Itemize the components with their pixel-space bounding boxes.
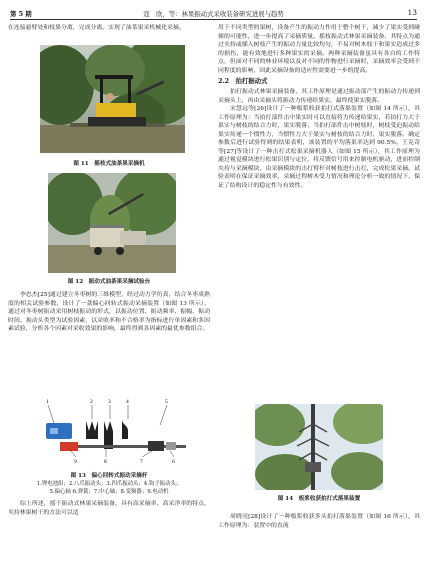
figure-14-photo (255, 404, 383, 490)
journal-header-title: 寇 欣，等：林果振动式采收装备研究进展与趋势 (143, 10, 284, 18)
left-summary-paragraph: 综上所述，摇干振动式林果采摘装备，具有高采摘率、高采净率的特点，夹持林果树干的方法可以适 (8, 501, 210, 516)
left-column-bottom (8, 500, 210, 517)
left-column-body (8, 291, 210, 334)
left-paragraph-li-zhongjie: 李忠杰[25]通过建立冬枣树的三维模型，经过动力学仿真，结合冬枣成熟度的相关试验参数，设计了一款偏心回转式振动采摘装置（如图 13 所示），通过对冬枣树振动采用树枝振动的形式，以振动位置、振动频率、振幅、振动时间、振动头类型为试验因素，以采收率和不合格率为指标进行单因素和多因素试验，分析各个因素对采收效果的影响，最终得到各因素的最优参数组合。 (8, 292, 210, 332)
callout-6: 6 (172, 459, 175, 465)
issue-label: 第 5 期 (10, 10, 32, 18)
page-number: 13 (407, 8, 417, 17)
figure-13-legend-line-1: 1.锂电池组；2.八爪振动头；3.四爪振动头；4.钩子振动头； (36, 481, 182, 487)
figure-13-legend-line-2: 5.偏心轴 6.弹簧；7.中心轴；8.变频器；9.电动机 (49, 488, 169, 495)
running-header (10, 7, 417, 19)
callout-8: 8 (104, 459, 107, 465)
figure-13-caption: 图 13 偏心回转式振动采摘杆 (70, 473, 148, 479)
callout-5: 5 (165, 399, 168, 405)
right-column-bottom (218, 513, 420, 530)
figure-14-caption: 图 14 板浆收获拍打式落果装置 (277, 496, 361, 502)
figure-12-photo (48, 173, 176, 273)
right-continuation-paragraph: 用于不同类型的果树，设备产生的振动力作用于整个树干，减少了果实受到碰撞的可能性，进一步提高了采摘质量。摇枝振动式林果采摘装备，其特点为通过夹持或插入树枝产生的振动力量比较均匀，不易对树木枝干和果实造成过多的损伤，能有效地进行多种果实的采摘。两种采摘装备虽具有各自的工作特点，但面对不同的林业环境以及对不同的作物进行采摘时，采摘效率会受到不同程度的影响，因此采摘设备的适应性需要进一步的提高。 (218, 25, 420, 74)
figure-13-legend (8, 481, 210, 496)
right-column-body (218, 24, 420, 190)
right-song-wang-paragraph: 宋慧远等[26]设计了一种板浆收获拍打式落果装置（如图 14 所示），其工作原理为：当拍打部件击中果实时可以直接将力传递给果实，若拍打力大于果实与树枝的结合力时，果实脱落；当拍打部件击中树枝时，树枝受迫振动给果实传递一个惯性力，当惯性力大于果实与树枝的结合力时，果实脱落。确定参数后进行试验得到的结果表明，该装置的平均落果率达到 90.5%。王克奇等[27]等设计了一种击打式松果采摘机器人（如图 15 所示），其工作原理为通过视觉模块进行松果识别与定位，将反馈信号用来控制电机驱动，进而控制夹持与采摘模块，由采摘模块的击打臂杆对树枝进行击打，完成松果采摘。试验表明在保证采摘效率，采摘过程树木受力情况和理论分析一致的情况下，保证了结构设计的稳定性与有效性。 (218, 106, 420, 189)
right-intro-paragraph: 拍打振动式林果采摘装备，其工作原理是通过振动部产生的振动力传递到采摘头上，再由采摘头将振动力传递给果实，最终使果实脱落。 (218, 89, 420, 104)
callout-9: 9 (74, 459, 77, 465)
callout-2: 2 (90, 399, 93, 405)
figure-11-photo (40, 45, 185, 153)
callout-7: 7 (140, 459, 143, 465)
section-heading-2-2: 2.2 拍打振动式 (218, 77, 268, 85)
callout-1: 1 (46, 399, 49, 405)
right-zhou-paragraph: 周晓亮[28]设计了一种板浆收获多头拍打落果装置（如图 16 所示），其工作原理为：装置中的直流 (218, 514, 420, 529)
left-column-top (8, 24, 210, 33)
figure-13-drawing (40, 395, 190, 467)
figure-12-caption: 图 12 振动式油茶果采摘试验台 (67, 279, 151, 285)
callout-4: 4 (126, 399, 129, 405)
left-intro-paragraph: 在连接悬臂处和枝果分离，完成分离，实现了油茶果采机械化采摘。 (8, 25, 185, 31)
header-rule (10, 19, 417, 20)
figure-11-caption: 图 11 摇枝式油茶果采摘机 (73, 161, 145, 167)
callout-3: 3 (108, 399, 111, 405)
